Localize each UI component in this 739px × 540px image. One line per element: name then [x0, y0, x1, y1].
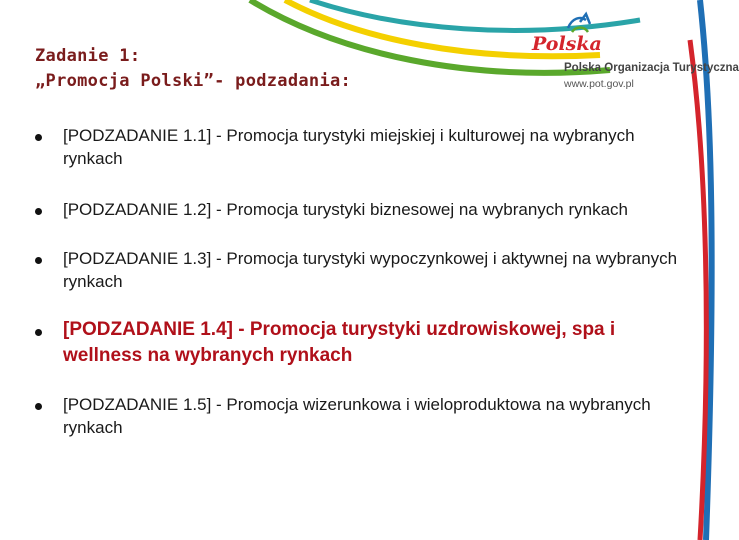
- list-item-highlighted: [35, 317, 695, 369]
- bullet-icon: [35, 329, 42, 336]
- bullet-icon: [35, 134, 42, 141]
- logo-wordmark: Polska: [532, 33, 602, 55]
- list-item: [35, 124, 695, 170]
- title-line-2: „Promocja Polski”- podzadania:: [35, 71, 352, 91]
- bullet-icon: [35, 403, 42, 410]
- list-item-text: [PODZADANIE 1.4] - Promocja turystyki uzdrowiskowej, spa i wellness na wybranych rynkach: [63, 319, 616, 366]
- title-line-1: Zadanie 1:: [35, 46, 141, 66]
- list-item-text: [PODZADANIE 1.5] - Promocja wizerunkowa i wieloproduktowa na wybranych rynkach: [63, 395, 651, 437]
- org-name: Polska Organizacja Turystyczna: [564, 62, 739, 74]
- list-item: [35, 247, 695, 293]
- bullet-icon: [35, 208, 42, 215]
- org-url: www.pot.gov.pl: [564, 78, 634, 90]
- polska-logo-icon: [528, 10, 602, 60]
- pot-logo: [528, 10, 739, 90]
- subtask-list: [35, 124, 695, 439]
- bullet-icon: [35, 257, 42, 264]
- list-item-text: [PODZADANIE 1.1] - Promocja turystyki miejskiej i kulturowej na wybranych rynkach: [63, 126, 635, 168]
- list-item-text: [PODZADANIE 1.2] - Promocja turystyki biznesowej na wybranych rynkach: [63, 200, 628, 219]
- list-item-text: [PODZADANIE 1.3] - Promocja turystyki wypoczynkowej i aktywnej na wybranych rynkach: [63, 249, 678, 291]
- list-item: [35, 198, 695, 221]
- slide-title: [35, 44, 351, 94]
- list-item: [35, 393, 695, 439]
